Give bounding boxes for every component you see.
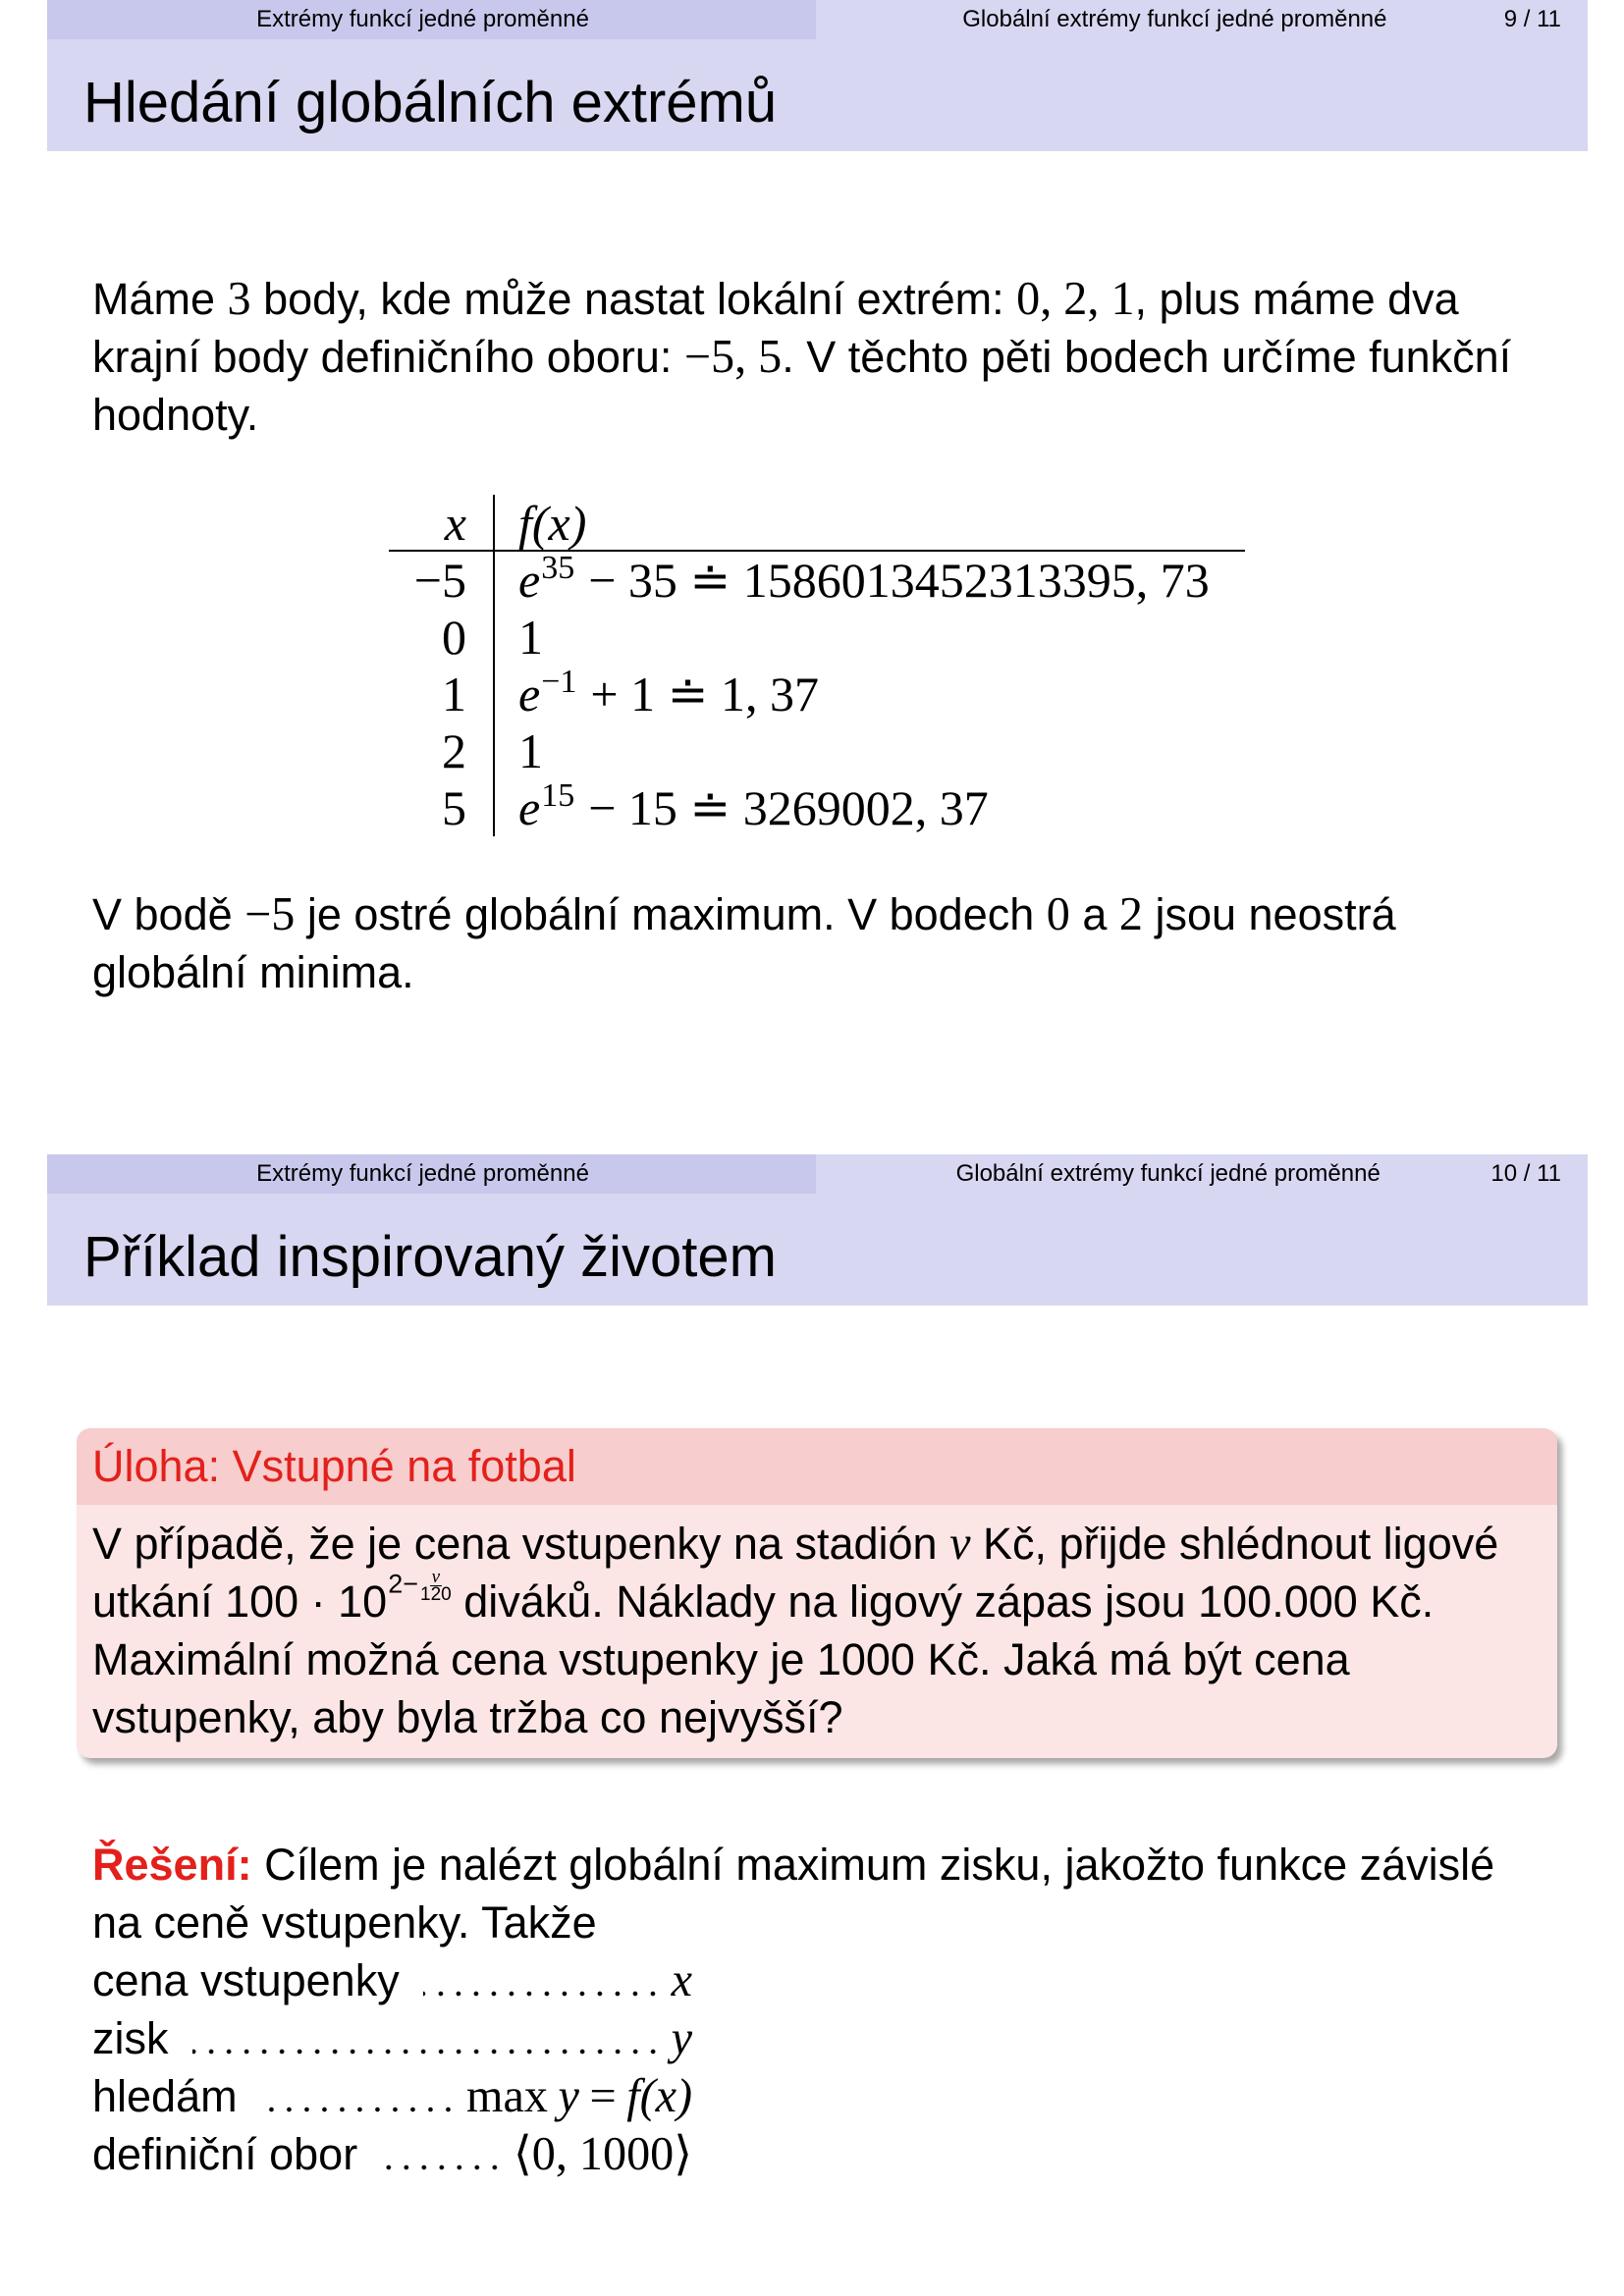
frame-title: Příklad inspirovaný životem (83, 1225, 777, 1289)
table-cell-fx (495, 552, 1245, 609)
text-line (92, 270, 1511, 328)
function-values-table (389, 495, 1245, 836)
text-run: krajní body definičního oboru: (92, 332, 684, 382)
table-cell-x: −5 (389, 552, 495, 609)
text-line (92, 1515, 1542, 1573)
definition-symbol: y (671, 2012, 692, 2064)
text-run: hodnoty. (92, 390, 259, 440)
fx-approximation: − 35 ≐ 1586013452313395, 73 (588, 553, 1210, 608)
dot-leader (423, 1951, 662, 2009)
dot-leader (381, 2125, 504, 2183)
math-operator: max (466, 2070, 548, 2122)
text-run: V případě, že je cena vstupenky na stadión (92, 1519, 950, 1569)
math-run: 0, 2, 1 (1016, 273, 1135, 325)
slide-10 (0, 1154, 1624, 2296)
fx-approximation: − 15 ≐ 3269002, 37 (588, 780, 989, 835)
header-section-box (47, 1154, 816, 1194)
definition-interval: ⟨0, 1000⟩ (514, 2128, 692, 2180)
header-subsection-box (816, 0, 1588, 39)
fx-base: e (518, 553, 541, 608)
table-row (389, 666, 1245, 722)
text-line (92, 386, 1511, 444)
page-number: 10 / 11 (1490, 1160, 1561, 1187)
text-run: Maximální možná cena vstupenky je 1000 Kč. Jaká má být cena (92, 1634, 1350, 1684)
fx-base: e (518, 780, 541, 835)
table-row (389, 552, 1245, 609)
table-row (389, 609, 1245, 666)
math-variable: y (558, 2070, 579, 2122)
header-subsection-box (816, 1154, 1588, 1194)
text-run: diváků. Náklady na ligový zápas jsou 100.000 Kč. (451, 1576, 1435, 1627)
header-section-title: Extrémy funkcí jedné proměnné (256, 6, 589, 32)
text-line (92, 885, 1396, 943)
math-run: 0 (1046, 888, 1070, 940)
frame-title: Hledání globálních extrémů (83, 71, 778, 134)
table-row (389, 722, 1245, 779)
table-header-row (389, 495, 1245, 552)
text-run: V bodě (92, 889, 245, 939)
text-run: Máme (92, 274, 228, 324)
text-run: na ceně vstupenky. Takže (92, 1897, 597, 1948)
header-x-symbol: x (444, 496, 466, 551)
text-run: . V těchto pěti bodech určíme funkční (782, 332, 1512, 382)
math-equals: = (589, 2070, 617, 2122)
math-run: 2 (1118, 888, 1143, 940)
text-run: a (1069, 889, 1119, 939)
exponent (388, 1567, 452, 1606)
text-line (92, 1688, 1542, 1746)
text-line (92, 1630, 1542, 1688)
exponent-prefix: 2− (388, 1570, 419, 1599)
header-subsection-title: Globální extrémy funkcí jedné proměnné (955, 1160, 1380, 1187)
definition-row (92, 2009, 692, 2067)
table-cell-fx (495, 779, 1245, 836)
text-run: body, kde může nastat lokální extrém: (250, 274, 1017, 324)
table-cell-x: 0 (389, 609, 495, 666)
frame-title-bar (47, 1194, 1588, 1306)
definition-row (92, 2067, 692, 2125)
slide-9 (0, 0, 1624, 1080)
text-run: Kč, přijde shlédnout ligové (970, 1519, 1499, 1569)
text-line (92, 1836, 1494, 1894)
definition-term: hledám (92, 2071, 238, 2121)
text-run: globální minima. (92, 947, 414, 997)
fx-base: e (518, 667, 541, 721)
table-cell-x: 1 (389, 666, 495, 722)
task-block-body (77, 1505, 1557, 1758)
fraction (420, 1567, 452, 1606)
table-header-fx (495, 495, 1245, 550)
math-run: −5 (244, 888, 296, 940)
text-line (92, 1567, 1542, 1630)
intro-paragraph (92, 270, 1511, 444)
header-section-box (47, 0, 816, 39)
table-cell-x: 5 (389, 779, 495, 836)
fx-exponent: −1 (541, 664, 577, 701)
fx-value: 1 (518, 723, 543, 778)
math-run: −5, 5 (683, 331, 783, 383)
definition-term: cena vstupenky (92, 1955, 400, 2005)
task-block (77, 1428, 1557, 1758)
text-line (92, 943, 1396, 1001)
table-cell-fx (495, 722, 1245, 779)
table-row (389, 779, 1245, 836)
header-section-title: Extrémy funkcí jedné proměnné (256, 1160, 589, 1187)
fraction-numerator: v (431, 1567, 441, 1588)
text-run: je ostré globální maximum. V bodech (295, 889, 1047, 939)
text-run: jsou neostrá (1142, 889, 1396, 939)
fx-value: 1 (518, 610, 543, 665)
math-function: f(x) (626, 2070, 692, 2122)
math-run: 3 (227, 273, 251, 325)
text-run: , plus máme dva (1134, 274, 1459, 324)
fx-exponent: 15 (541, 777, 575, 815)
definition-expression (466, 2067, 692, 2125)
dot-leader (192, 2009, 662, 2067)
math-variable: v (949, 1518, 971, 1570)
fx-exponent: 35 (541, 550, 575, 587)
solution-section (92, 1836, 1494, 2183)
page-number: 9 / 11 (1503, 6, 1561, 32)
text-line (92, 1894, 1494, 1951)
dot-leader (261, 2067, 457, 2125)
solution-label: Řešení: (92, 1840, 252, 1890)
text-run: Cílem je nalézt globální maximum zisku, jakožto funkce závislé (264, 1840, 1495, 1890)
text-run: utkání 100 · 10 (92, 1576, 388, 1627)
table-cell-fx (495, 666, 1245, 722)
definition-term: definiční obor (92, 2129, 358, 2179)
header-fx-symbol: f(x) (518, 496, 587, 551)
text-run: vstupenky, aby byla tržba co nejvyšší? (92, 1692, 843, 1742)
conclusion-paragraph (92, 885, 1396, 1001)
frame-title-bar (47, 39, 1588, 151)
text-line (92, 328, 1511, 386)
fraction-denominator: 120 (420, 1584, 452, 1606)
definition-symbol: x (671, 1954, 692, 2006)
header-subsection-title: Globální extrémy funkcí jedné proměnné (962, 6, 1387, 32)
table-cell-x: 2 (389, 722, 495, 779)
task-block-title: Úloha: Vstupné na fotbal (77, 1428, 1557, 1505)
definition-row (92, 1951, 692, 2009)
definition-row (92, 2125, 692, 2183)
definition-term: zisk (92, 2013, 169, 2063)
table-header-x (389, 495, 495, 550)
fx-approximation: + 1 ≐ 1, 37 (590, 667, 819, 721)
table-cell-fx (495, 609, 1245, 666)
